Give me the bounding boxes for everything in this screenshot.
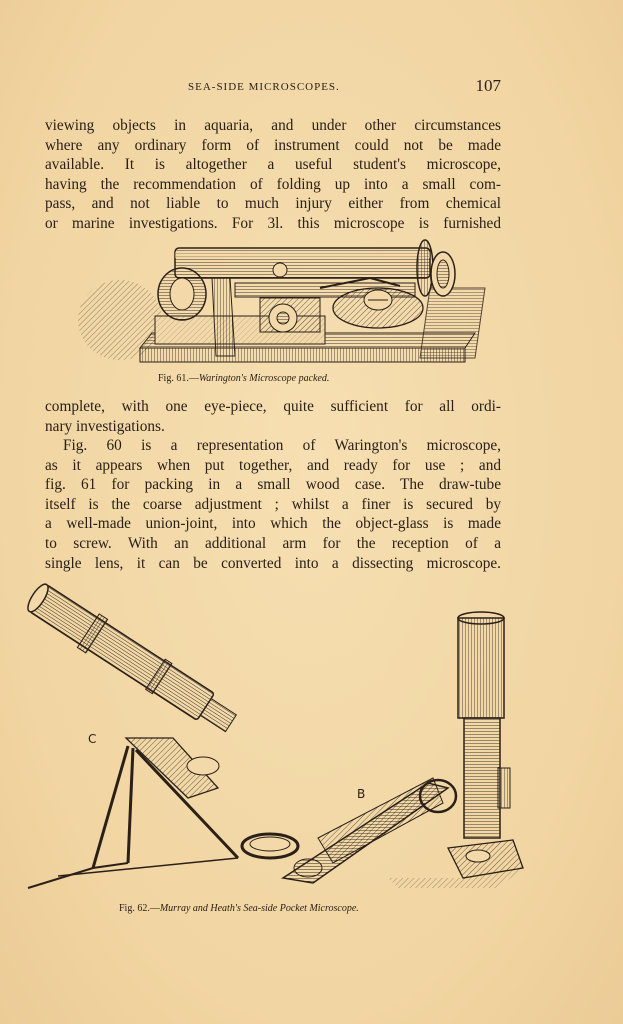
text-line: a well-made union-joint, into which the object-glass is made [45,515,501,533]
figure-62-label-c: C [88,732,97,746]
text-line: single lens, it can be converted into a dissecting microscope. [45,554,501,572]
text-line: having the recommendation of folding up into a small com- [45,175,501,193]
text-line: itself is the coarse adjustment ; whilst a finer is secured by [45,495,501,513]
paragraph-2 [45,397,501,436]
text-line: Fig. 60 is a representation of Warington's microscope, [63,437,501,454]
text-line: to screw. With an additional arm for the reception of a [45,534,501,552]
figure-61-caption-title: Warington's Microscope packed. [198,373,330,384]
figure-62-caption-title: Murray and Heath's Sea-side Pocket Microscope. [159,903,359,914]
text-line: as it appears when put together, and ready for use ; and [45,456,501,474]
figure-61-caption-label: Fig. 61.— [158,373,199,384]
text-line: nary investigations. [45,417,165,435]
paragraph-3 [45,436,501,573]
figure-62-label-b: B [357,787,366,801]
text-line: complete, with one eye-piece, quite sufficient for all ordi- [45,398,501,415]
text-line: pass, and not liable to much injury either from chemical [45,195,501,213]
text-line: fig. 61 for packing in a small wood case. The draw-tube [45,476,501,494]
page-number: 107 [475,76,501,95]
text-line: available. It is altogether a useful student's microscope, [45,156,501,174]
figure-62-caption [119,903,359,914]
running-head: SEA-SIDE MICROSCOPES. [188,81,340,93]
text-line: or marine investigations. For 3l. this microscope is furnished [45,214,501,232]
text-line: viewing objects in aquaria, and under other circumstances [45,117,501,134]
paragraph-1 [45,116,501,234]
figure-62-caption-label: Fig. 62.— [119,903,160,914]
text-line: where any ordinary form of instrument could not be made [45,136,501,154]
page-header [45,76,501,100]
figure-61-caption [158,373,329,384]
figure-61-illustration [70,238,490,368]
